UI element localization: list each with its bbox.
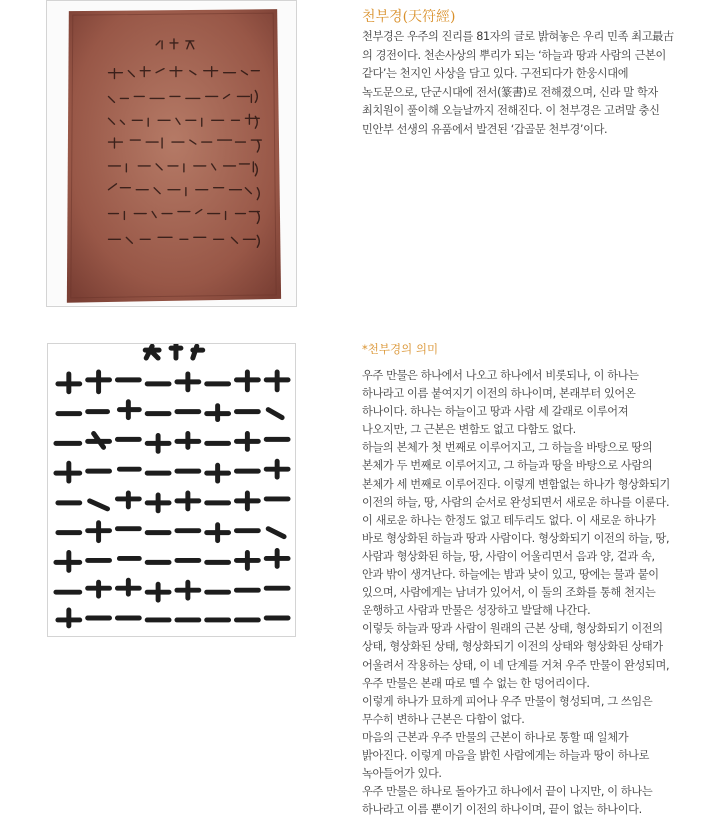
paragraph-line: 우주 만물은 하나에서 나오고 하나에서 비롯되나, 이 하나는 — [362, 369, 639, 382]
paragraph-line: 본체가 두 번째로 이루어지고, 그 하늘과 땅을 바탕으로 사람의 — [362, 459, 653, 473]
paragraph-line: 나오지만, 그 근본은 변함도 없고 다함도 없다. — [362, 423, 576, 437]
cheonbugyeong-description — [362, 28, 710, 139]
paragraph-line: 상태, 형상화된 상태, 형상화되기 이전의 상태와 형상화된 상태가 — [362, 640, 663, 654]
cheonbugyeong-heading: 천부경(天符經) — [362, 9, 456, 25]
calligraphy-cheonbugyeong-image — [47, 343, 296, 637]
paragraph-line: 하나라고 이름 뿐이기 이전의 하나이며, 끝이 없는 하나이다. — [362, 803, 642, 817]
paragraph-line: 본체가 세 번째로 이루어진다. 이렇게 변함없는 하나가 형상화되기 — [362, 477, 670, 491]
calligraphy-illustration — [48, 344, 295, 636]
oracle-bone-cheonbugyeong-image — [46, 0, 297, 307]
paragraph-line: 밝아진다. 이렇게 마음을 밝힌 사람에게는 하늘과 땅이 하나로 — [362, 748, 650, 762]
paragraph-line: 하늘의 본체가 첫 번째로 이루어지고, 그 하늘을 바탕으로 땅의 — [362, 441, 653, 455]
paragraph-line: 마음의 근본과 우주 만물의 근본이 하나로 통할 때 일체가 — [362, 730, 629, 744]
paragraph-line: 우주 만물은 하나로 돌아가고 하나에서 끝이 나지만, 이 하나는 — [362, 785, 653, 799]
paragraph-line: 우주 만물은 본래 따로 뗄 수 없는 한 덩어리이다. — [362, 676, 590, 690]
paragraph-line: 안과 밖이 생겨난다. 하늘에는 밤과 낮이 있고, 땅에는 물과 뭍이 — [362, 568, 659, 582]
cheonbugyeong-meaning-heading: *천부경의 의미 — [362, 342, 439, 356]
paragraph-line: 있으며, 사람에게는 남녀가 있어서, 이 둘의 조화를 통해 천지는 — [362, 586, 656, 600]
paragraph-line: 민안부 선생의 유품에서 발견된 ‘갑골문 천부경’이다. — [362, 122, 608, 136]
paragraph-line: 녹아들어가 있다. — [362, 767, 442, 781]
paragraph-line: 사람과 형상화된 하늘, 땅, 사람이 어울리면서 음과 양, 겉과 속, — [362, 549, 655, 563]
paragraph-line: 어울려서 작용하는 상태, 이 네 단계를 거쳐 우주 만물이 완성되며, — [362, 658, 670, 672]
paragraph-line: 같다’는 천지인 사상을 담고 있다. 구전되다가 한웅시대에 — [362, 67, 629, 80]
paragraph-line: 하나이다. 하나는 하늘이고 땅과 사람 세 갈래로 이루어져 — [362, 405, 629, 419]
paragraph-line: 바로 형상화된 하늘과 땅과 사람이다. 형상화되기 이전의 하늘, 땅, — [362, 531, 670, 545]
paragraph-line: 이렇듯 하늘과 땅과 사람이 원래의 근본 상태, 형상화되기 이전의 — [362, 622, 663, 636]
paragraph-line: 의 경전이다. 천손사상의 뿌리가 되는 ‘하늘과 땅과 사람의 근본이 — [362, 48, 666, 62]
paragraph-line: 운행하고 사람과 만물은 성장하고 발달해 나간다. — [362, 604, 591, 618]
paragraph-line: 이전의 하늘, 땅, 사람의 순서로 완성되면서 새로운 하나를 이룬다. — [362, 495, 670, 509]
tablet-illustration — [47, 1, 296, 306]
paragraph-line: 천부경은 우주의 진리를 81자의 글로 밝혀놓은 우리 민족 최고最古 — [362, 30, 674, 43]
cheonbugyeong-meaning-text — [362, 367, 710, 819]
paragraph-line: 무수히 변하나 근본은 다함이 없다. — [362, 712, 525, 726]
paragraph-line: 최치원이 풀이해 오늘날까지 전해진다. 이 천부경은 고려말 충신 — [362, 104, 660, 117]
paragraph-line: 이 새로운 하나는 한정도 없고 테두리도 없다. 이 새로운 하나가 — [362, 513, 656, 527]
paragraph-line: 녹도문으로, 단군시대에 전서(篆書)로 전해졌으며, 신라 말 학자 — [362, 85, 658, 99]
paragraph-line: 하나라고 이름 붙여지기 이전의 하나이며, 본래부터 있어온 — [362, 387, 636, 401]
paragraph-line: 이렇게 하나가 묘하게 피어나 우주 만물이 형성되며, 그 쓰임은 — [362, 694, 653, 708]
